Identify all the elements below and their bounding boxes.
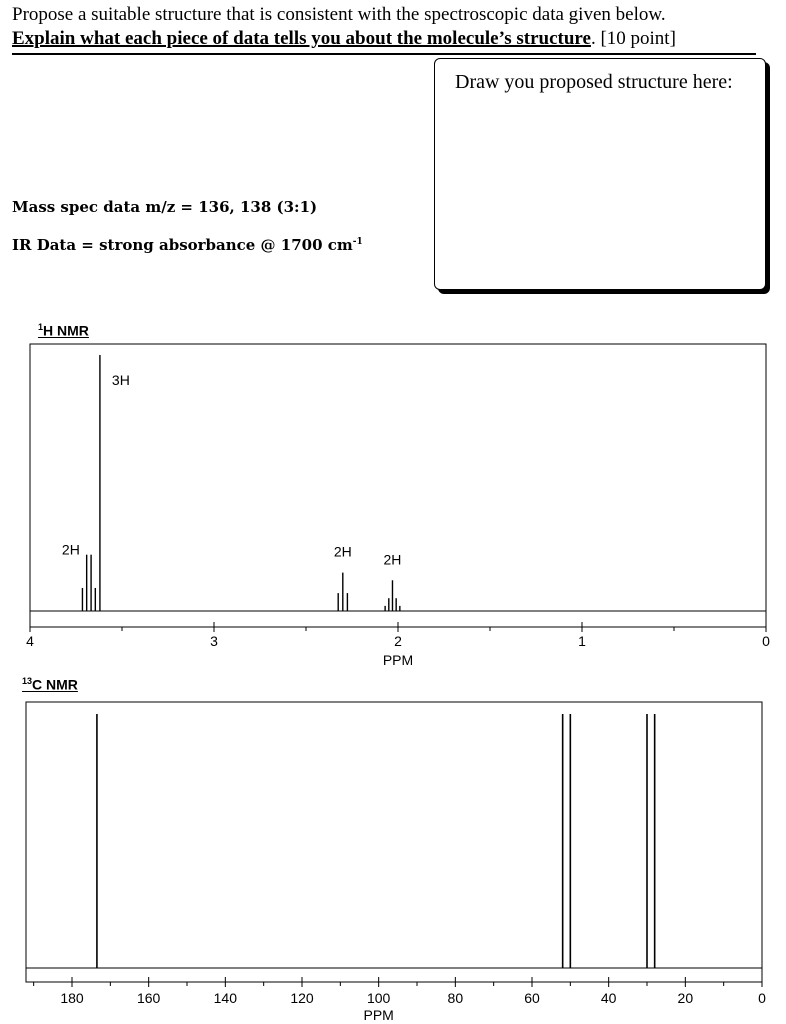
- ir-data-text: IR Data = strong absorbance @ 1700 cm: [12, 236, 353, 254]
- c-nmr-tick-label: 180: [60, 990, 84, 1006]
- c-nmr-tick-label: 100: [366, 990, 391, 1006]
- c-nmr-tick-label: 120: [290, 990, 314, 1006]
- c-nmr-xlabel: PPM: [363, 1007, 394, 1023]
- c-nmr-label-isotope: 13: [22, 676, 33, 686]
- h-nmr-peak-label: 2H: [61, 541, 80, 558]
- mass-spec-data: Mass spec data m/z = 136, 138 (3:1): [12, 198, 318, 216]
- c-nmr-tick-label: 160: [136, 990, 161, 1006]
- h-nmr-peak-label: 2H: [383, 551, 402, 568]
- h-nmr-xlabel: PPM: [382, 652, 414, 668]
- c-nmr-tick-label: 0: [758, 990, 766, 1006]
- c-nmr-tick-label: 20: [677, 990, 694, 1006]
- h-nmr-label-isotope: 1: [38, 322, 44, 332]
- drawing-box-label: Draw you proposed structure here:: [455, 71, 733, 93]
- h-nmr-peak-label: 3H: [111, 372, 130, 388]
- c-nmr-tick-label: 40: [600, 990, 617, 1006]
- question-points: . [10 point]: [590, 28, 676, 49]
- h-nmr-peak-label: 2H: [333, 543, 352, 560]
- c-nmr-tick-label: 60: [524, 990, 540, 1006]
- h-nmr-label-text: H NMR: [43, 322, 89, 339]
- c-nmr-tick-label: 80: [447, 990, 464, 1006]
- h-nmr-tick-label: 1: [578, 633, 586, 649]
- c-nmr-frame: [26, 702, 762, 982]
- h-nmr-tick-label: 3: [210, 633, 218, 649]
- c-nmr-label-text: C NMR: [32, 676, 78, 693]
- ir-data-superscript: -1: [352, 237, 363, 247]
- question-instruction-underlined: Explain what each piece of data tells you about the molecule’s structure: [12, 28, 591, 49]
- h-nmr-tick-label: 4: [26, 633, 34, 649]
- h-nmr-tick-label: 0: [762, 633, 770, 649]
- h-nmr-tick-label: 2: [394, 633, 402, 649]
- question-line-1: Propose a suitable structure that is consistent with the spectroscopic data given below.: [12, 4, 666, 25]
- c-nmr-tick-label: 140: [213, 990, 238, 1006]
